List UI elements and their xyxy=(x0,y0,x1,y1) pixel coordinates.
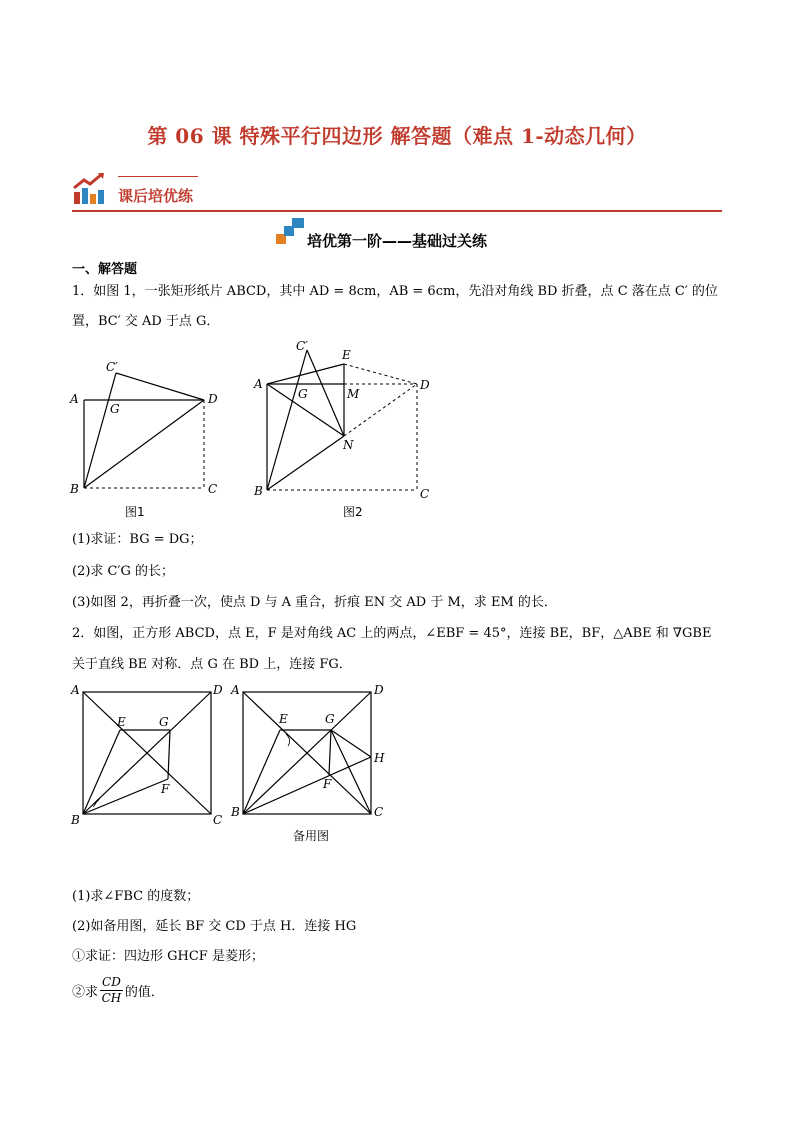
q2-label-A: A xyxy=(71,683,80,697)
q2-label-E: E xyxy=(117,715,126,729)
label-A2: A xyxy=(254,377,263,391)
q2-line2: 关于直线 BE 对称．点 G 在 BD 上，连接 FG． xyxy=(72,657,352,672)
s-label-F: F xyxy=(323,777,332,791)
label-C-prime2: C′ xyxy=(296,339,308,353)
label-B: B xyxy=(70,482,79,496)
s-label-H: H xyxy=(374,751,385,765)
q1-sub2: (2)求 C′G 的长； xyxy=(72,564,174,579)
part-title: 一、解答题 xyxy=(72,262,138,277)
q2-sub1: (1)求∠FBC 的度数； xyxy=(72,889,200,904)
level-title: 培优第一阶——基础过关练 xyxy=(306,232,487,250)
q2-sub2a: ①求证：四边形 GHCF 是菱形； xyxy=(72,949,264,964)
label-G2: G xyxy=(298,387,308,401)
s-label-D: D xyxy=(374,683,384,697)
figure-q2-spare xyxy=(228,682,398,827)
fig2-caption: 图2 xyxy=(343,505,363,519)
spare-caption: 备用图 xyxy=(293,829,330,843)
q2-sub2: (2)如备用图，延长 BF 交 CD 于点 H．连接 HG xyxy=(72,919,357,934)
header-divider xyxy=(72,210,722,212)
q2-label-G: G xyxy=(159,715,169,729)
q2-label-C: C xyxy=(213,813,223,827)
q2-label-D: D xyxy=(213,683,223,697)
label-M: M xyxy=(347,387,360,401)
section-logo-icon xyxy=(72,172,108,206)
figure-q2-main xyxy=(65,682,225,827)
s-label-E: E xyxy=(279,712,288,726)
q1-sub3: (3)如图 2，再折叠一次，使点 D 与 A 重合，折痕 EN 交 AD 于 M，求 EM 的长． xyxy=(72,595,557,610)
q1-line1: 1．如图 1，一张矩形纸片 ABCD，其中 AD = 8cm，AB = 6cm，先沿对角线 BD 折叠，点 C 落在点 C′ 的位 xyxy=(72,284,718,299)
label-A: A xyxy=(70,392,79,406)
label-G: G xyxy=(110,402,120,416)
figure-1 xyxy=(62,355,232,505)
figure-2 xyxy=(250,338,450,503)
label-C-prime: C′ xyxy=(106,360,118,374)
label-N: N xyxy=(343,438,354,452)
label-C: C xyxy=(208,482,218,496)
s-label-G: G xyxy=(325,712,335,726)
section-header: 课后培优练 xyxy=(118,187,194,205)
q1-line2: 置，BC′ 交 AD 于点 G． xyxy=(72,314,220,329)
label-B2: B xyxy=(254,484,263,498)
fraction xyxy=(100,975,123,1006)
label-D: D xyxy=(208,392,218,406)
q2-sub2b xyxy=(72,975,164,1006)
page-title: 第 06 课 特殊平行四边形 解答题（难点 1-动态几何） xyxy=(147,124,647,148)
label-E: E xyxy=(342,348,351,362)
label-D2: D xyxy=(420,378,430,392)
q2-sub2b-suffix: 的值． xyxy=(124,985,164,1000)
s-label-B: B xyxy=(231,805,240,819)
q2-line1: 2．如图，正方形 ABCD，点 E，F 是对角线 AC 上的两点，∠EBF = 45°，连接 BE，BF，△ABE 和 ∇GBE xyxy=(72,626,712,641)
q2-sub2b-prefix: ②求 xyxy=(72,985,99,1000)
fraction-denominator: CH xyxy=(101,991,122,1005)
s-label-A: A xyxy=(231,683,240,697)
q1-sub1: (1)求证：BG = DG； xyxy=(72,532,203,547)
label-C2: C xyxy=(420,487,430,501)
q2-label-F: F xyxy=(161,782,170,796)
q2-label-B: B xyxy=(71,813,80,827)
fraction-numerator: CD xyxy=(102,975,121,989)
s-label-C: C xyxy=(374,805,384,819)
fig1-caption: 图1 xyxy=(125,505,145,519)
header-decor-line xyxy=(118,176,198,177)
